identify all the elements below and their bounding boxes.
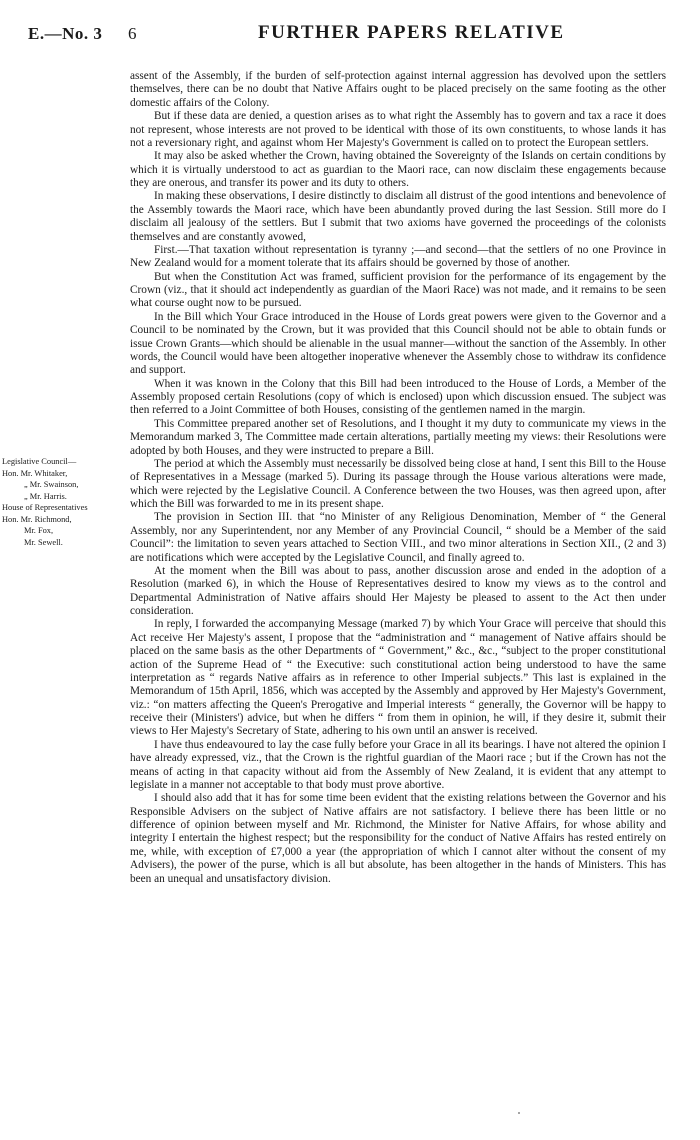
paragraph: But when the Constitution Act was framed, sufficient provision for the performance of its engagement by the Crown (viz., that it should act independently as guardian of the Maori Race) was not made, and it remains to be seen what course ought now to be pursued. (130, 270, 666, 310)
paragraph: In reply, I forwarded the accompanying Message (marked 7) by which Your Grace will perceive that should this Act receive Her Majesty's assent, I propose that the “administration and “ management of Native affairs should be placed on the same basis as the other Departments of “ Government,” &c., &c., “subject to the proper constitutional action of the Supreme Head of “ the Executive: such constitutional action being understood to have the same interpretation as “ regards Native affairs as in reference to other Imperial subjects.” This last is explained in the Memorandum of 15th April, 1856, which was accepted by the Assembly and approved by Her Majesty's Government, viz.: “on matters affecting the Queen's Prerogative and Imperial interests “ generally, the Governor will be happy to receive their (Ministers') advice, but when he differs “ from them in opinion, he will, if they desire it, submit their views to Her Majesty's Secretary of State, adhering to his own until an answer is received. (130, 618, 666, 738)
main-text-column (130, 70, 666, 886)
margin-note-committee (2, 456, 124, 548)
document-reference: E.—No. 3 (28, 24, 103, 43)
print-speck (518, 1112, 520, 1114)
margin-note-line: Hon. Mr. Whitaker, (2, 468, 68, 478)
margin-note-line: „ Mr. Harris. (24, 491, 67, 501)
margin-note-line: House of Representatives (2, 503, 88, 512)
paragraph: assent of the Assembly, if the burden of self-protection against internal aggression has devolved upon the settlers themselves, there can be no doubt that Native Affairs ought to be placed precisely on the same footing as the other domestic affairs of the Colony. (130, 70, 666, 109)
margin-note-line: Hon. Mr. Richmond, (2, 514, 72, 524)
paragraph: It may also be asked whether the Crown, having obtained the Sovereignty of the Islands on certain conditions by which it is virtually understood to act as guardian to the Maori race, can now disclaim these engagements because they are onerous, and transfer its power and its duty to others. (130, 150, 666, 189)
paragraph: This Committee prepared another set of Resolutions, and I thought it my duty to communicate my views in the Memorandum marked 3, The Committee made certain alterations, partially meeting my views: their Resolutions were adopted by both Houses, and they were instructed to prepare a Bill. (130, 417, 666, 457)
paragraph: But if these data are denied, a question arises as to what right the Assembly has to govern and tax a race it does not represent, whose interests are not proved to be identical with those of its own constituents, to whose lands it has not a reversionary right, and against whom Her Majesty's Government is called on to protect the European settlers. (130, 110, 666, 149)
paragraph: First.—That taxation without representation is tyranny ;—and second—that the settlers of no one Province in New Zealand would for a moment tolerate that its affairs should be governed by those of another. (130, 243, 666, 270)
running-title: FURTHER PAPERS RELATIVE (258, 22, 565, 43)
margin-note-line: Mr. Sewell. (24, 537, 63, 547)
margin-note-line: Legislative Council— (2, 457, 77, 466)
paragraph: I should also add that it has for some time been evident that the existing relations between the Governor and his Responsible Advisers on the subject of Native affairs are not satisfactory. I believe there has been little or no difference of opinion between myself and Mr. Richmond, the Minister for Native Affairs, for whose ability and integrity I entertain the highest respect; but the responsibility for the conduct of Native Affairs has rested entirely on me, while, with exception of £7,000 a year (the appropriation of which I cannot alter without the consent of my Advisers), the power of the purse, which is all but absolute, has been altogether in the hands of Ministers. This has been an unequal and unsatisfactory division. (130, 792, 666, 885)
paragraph: When it was known in the Colony that this Bill had been introduced to the House of Lords, a Member of the Assembly proposed certain Resolutions (copy of which is enclosed) upon which discussion ensued. The subject was then referred to a Joint Committee of both Houses, consisting of the gentlemen named in the margin. (130, 377, 666, 417)
paragraph: The period at which the Assembly must necessarily be dissolved being close at hand, I sent this Bill to the House of Representatives in a Message (marked 5). During its passage through the House various alterations were made, which were rejected by the Legislative Council. A Conference between the two Houses, was then agreed upon, after which the Bill was forwarded to me in its present shape. (130, 457, 666, 510)
margin-note-line: Mr. Fox, (24, 526, 54, 535)
paragraph: In the Bill which Your Grace introduced in the House of Lords great powers were given to the Governor and a Council to be nominated by the Crown, but it was provided that this Council should not be able to obtain funds or issue Crown Grants—which should be alienable in the usual manner—without the sanction of the Assembly. In other words, the Council would have been altogether inoperative whenever the Assembly chose to withdraw its confidence and support. (130, 310, 666, 377)
page-number: 6 (128, 24, 137, 43)
paragraph: I have thus endeavoured to lay the case fully before your Grace in all its bearings. I have not altered the opinion I have already expressed, viz., that the Crown is the rightful guardian of the Maori race ; but if the Crown has not the means of acting in that capacity without aid from the Assembly of New Zealand, it is evident that any attempt to legislate in a manner not acceptable to that body must prove abortive. (130, 738, 666, 791)
paragraph: The provision in Section III. that “no Minister of any Religious Denomination, Member of “ the General Assembly, nor any Superintendent, nor any Member of any Provincial Council, “ should be a Member of the said Council”: the limitation to seven years attached to Section VIII., and two minor alterations in Section XII., (2 and 3) are notifications which were accepted by the Legislative Council, and finally agreed to. (130, 511, 666, 564)
page-header (0, 18, 700, 48)
margin-note-line: „ Mr. Swainson, (24, 480, 79, 489)
paragraph: In making these observations, I desire distinctly to disclaim all distrust of the good intentions and benevolence of the Assembly towards the Maori race, which have been abundantly proved during the last Session. Still more do I disclaim all jealousy of the settlers. But I submit that two axioms have governed the proceedings of the colonists themselves and are constantly avowed, (130, 190, 666, 243)
paragraph: At the moment when the Bill was about to pass, another discussion arose and ended in the adoption of a Resolution (marked 6), in which the House of Representatives desired to know my views as to the control and Departmental Administration of Native affairs should Her Majesty be pleased to assent to the Act then under consideration. (130, 564, 666, 617)
